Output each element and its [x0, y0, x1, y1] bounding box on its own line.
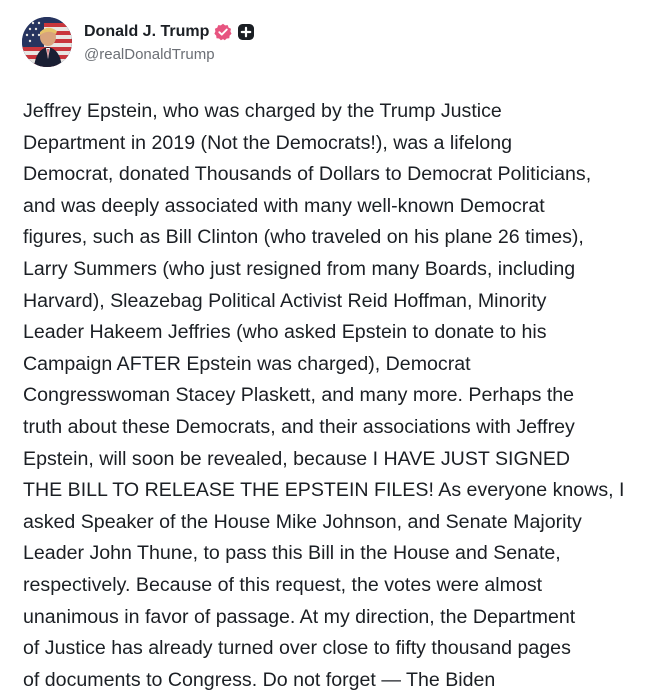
avatar[interactable] — [22, 17, 72, 67]
post-body-line: respectively. Because of this request, the votes were almost — [23, 573, 543, 596]
post-body-line: Leader Hakeem Jeffries (who asked Epstein to donate to his — [23, 321, 547, 344]
post-header — [22, 16, 255, 68]
post-body-line: Congresswoman Stacey Plaskett, and many more. Perhaps the — [23, 384, 575, 407]
plus-square-icon — [237, 23, 255, 41]
post-body-line: figures, such as Bill Clinton (who traveled on his plane 26 times), — [23, 226, 584, 249]
post-body — [23, 96, 633, 696]
post-body-line: Leader John Thune, to pass this Bill in the House and Senate, — [23, 542, 561, 565]
author-meta — [84, 21, 255, 63]
post-body-line: asked Speaker of the House Mike Johnson, and Senate Majority — [23, 510, 582, 533]
author-name-row — [84, 21, 255, 43]
post-body-line: Larry Summers (who just resigned from many Boards, including — [23, 257, 576, 280]
post-body-line: Jeffrey Epstein, who was charged by the Trump Justice — [23, 100, 502, 122]
post-body-line: unanimous in favor of passage. At my direction, the Department — [23, 605, 576, 628]
post-body-line: and was deeply associated with many well-known Democrat — [23, 194, 545, 217]
post-body-line: of Justice has already turned over close to fifty thousand pages — [23, 637, 571, 660]
author-handle[interactable]: @realDonaldTrump — [84, 46, 215, 63]
verified-check-icon — [214, 23, 232, 41]
post-body-line: Democrat, donated Thousands of Dollars to Democrat Politicians, — [23, 163, 592, 186]
post-body-line: truth about these Democrats, and their associations with Jeffrey — [23, 415, 575, 438]
post-body-line: of documents to Congress. Do not forget — The Biden — [23, 668, 496, 691]
post-body-line: Campaign AFTER Epstein was charged), Democrat — [23, 352, 471, 375]
author-display-name[interactable]: Donald J. Trump — [84, 23, 210, 40]
post-body-line: Epstein, will soon be revealed, because I HAVE JUST SIGNED — [23, 447, 571, 470]
post-body-line: THE BILL TO RELEASE THE EPSTEIN FILES! As everyone knows, I — [23, 479, 625, 502]
post-body-line: Department in 2019 (Not the Democrats!), was a lifelong — [23, 131, 512, 154]
post-body-line: Harvard), Sleazebag Political Activist Reid Hoffman, Minority — [23, 289, 547, 312]
